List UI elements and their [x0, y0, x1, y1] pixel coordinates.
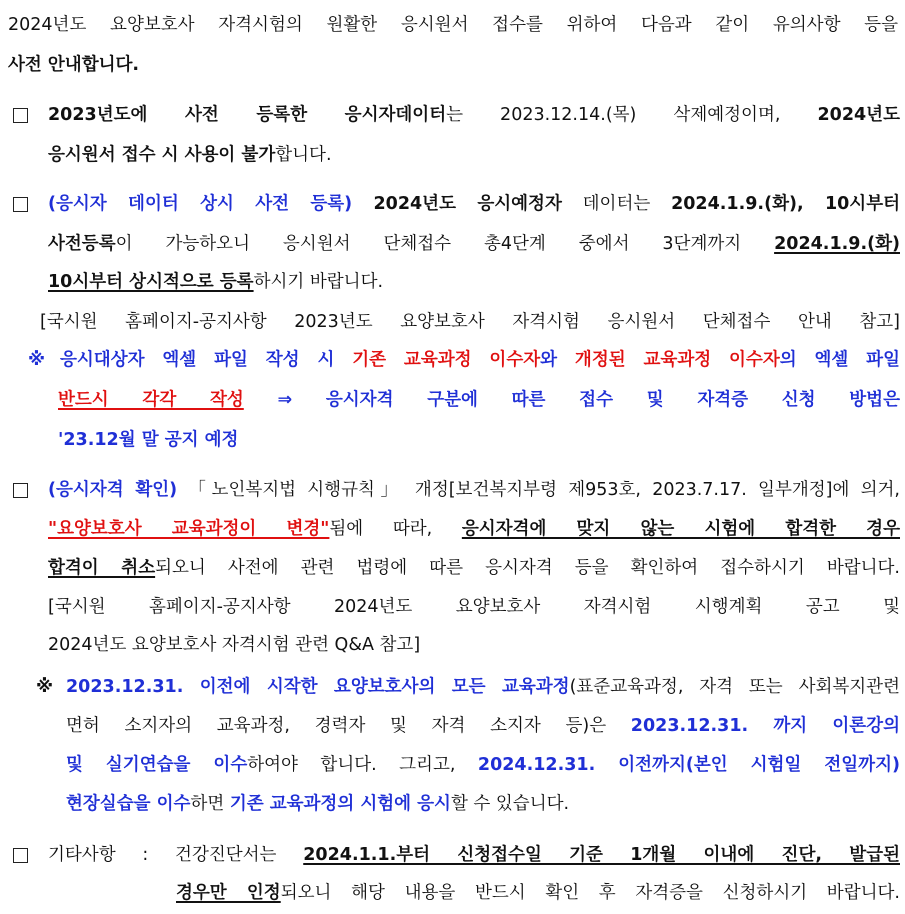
item2-candidate: 응시예정자 — [477, 194, 562, 214]
item3-note-text-3: 할 수 있습니다. — [450, 794, 570, 814]
item3-reference-2 — [48, 632, 420, 658]
item1-line-2 — [48, 142, 332, 168]
item3-line-2 — [48, 516, 900, 542]
item3-note-apply: 기존 교육과정의 시험에 응시 — [229, 794, 451, 814]
item2-line-3 — [48, 269, 383, 295]
item2-note-and: 와 — [540, 350, 575, 370]
item4-line-2 — [176, 880, 900, 906]
item3-note-line-4 — [66, 791, 569, 817]
item1-year: 2024년도 — [817, 105, 900, 125]
item4-line-1 — [48, 842, 900, 868]
item1-highlight-data: 2023년도에 사전 등록한 응시자데이터 — [48, 105, 447, 125]
item2-date-1: 2024.1.9.(화), 10시부터 — [671, 194, 900, 214]
item3-note-line-2 — [66, 713, 900, 739]
item2-note-new-course: 개정된 교육과정 이수자 — [574, 350, 780, 370]
item2-heading: (응시자 데이터 상시 사전 등록) — [48, 194, 353, 214]
item3-text-a: 됨에 따라, — [329, 519, 462, 539]
checkbox-square-icon — [13, 197, 28, 212]
item3-note-courses: 2023.12.31. 이전에 시작한 요양보호사의 모든 교육과정 — [66, 677, 570, 697]
item3-heading: (응시자격 확인) — [48, 480, 178, 500]
checkbox-square-icon — [13, 848, 28, 863]
item2-date-2: 2024.1.9.(화) — [774, 234, 900, 254]
intro-line-2 — [8, 52, 139, 78]
item3-note-detail: (표준교육과정, 자격 또는 사회복지관련 — [569, 677, 900, 697]
checkbox-square-icon — [13, 108, 28, 123]
item3-course-changed: "요양보호사 교육과정이 변경" — [48, 519, 330, 539]
intro-text-2: 사전 안내합니다. — [8, 55, 140, 75]
item2-reference — [40, 309, 900, 335]
item3-reference-text-1: [국시원 홈페이지-공지사항 2024년도 요양보호사 자격시험 시행계획 공고 및 — [48, 597, 900, 617]
item2-note-line-1 — [60, 347, 900, 373]
item3-note-line-1 — [66, 674, 900, 700]
item3-text-b: 되오니 사전에 관련 법령에 따른 응시자격 등을 확인하여 접수하시기 바랍니다. — [155, 558, 900, 578]
item1-text-b: 합니다. — [275, 145, 332, 165]
item2-text-c: 이 가능하오니 응시원서 단체접수 총4단계 중에서 3단계까지 — [115, 234, 775, 254]
item2-text-a: 2024년도 — [352, 194, 478, 214]
item2-note-old-course: 기존 교육과정 이수자 — [352, 350, 541, 370]
item2-reference-text: [국시원 홈페이지-공지사항 2023년도 요양보호사 자격시험 응시원서 단체접수 안내 참고] — [40, 312, 900, 332]
item3-note-text: 하여야 합니다. 그리고, — [247, 755, 478, 775]
item4-text: 되오니 해당 내용을 반드시 확인 후 자격증을 신청하시기 바랍니다. — [280, 883, 900, 903]
item3-reference-1 — [48, 594, 900, 620]
checkbox-square-icon — [13, 483, 28, 498]
item3-note-theory: 2023.12.31. 까지 이론강의 — [630, 716, 900, 736]
intro-line-1 — [8, 12, 898, 38]
item2-note-a: 응시대상자 엑셀 파일 작성 시 — [60, 350, 353, 370]
item2-text-b: 데이터는 — [561, 194, 672, 214]
item3-note-detail-2: 면허 소지자의 교육과정, 경력자 및 자격 소지자 등)은 — [66, 716, 631, 736]
item2-line-1 — [48, 191, 900, 217]
item4-only: 경우만 인정 — [176, 883, 281, 903]
item2-text-d: 하시기 바랍니다. — [253, 272, 384, 292]
item1-not-allowed: 응시원서 접수 시 사용이 불가 — [48, 145, 276, 165]
item3-law: 「노인복지법 시행규칙」 개정[보건복지부령 제953호, 2023.7.17. 일부개정]에 의거, — [177, 480, 900, 500]
item3-line-3 — [48, 555, 900, 581]
item1-text-a: 는 2023.12.14.(목) 삭제예정이며, — [446, 105, 818, 125]
item2-note-method: ⇒ 응시자격 구분에 따른 접수 및 자격증 신청 방법은 — [243, 390, 900, 410]
intro-text-1: 2024년도 요양보호사 자격시험의 원활한 응시원서 접수를 위하여 다음과 같이 유의사항 등을 — [8, 15, 898, 35]
item2-register-always: 10시부터 상시적으로 등록 — [48, 272, 254, 292]
item3-note-line-3 — [66, 752, 900, 778]
item3-note-field: 현장실습을 이수 — [66, 794, 191, 814]
item3-cancel: 합격이 취소 — [48, 558, 156, 578]
item2-line-2 — [48, 231, 900, 257]
item2-preregistration: 사전등록 — [48, 234, 116, 254]
item3-reference-text-2: 2024년도 요양보호사 자격시험 관련 Q&A 참고] — [48, 635, 421, 655]
item2-note-schedule: '23.12월 말 공지 예정 — [58, 430, 239, 450]
note-mark: ※ — [28, 350, 46, 370]
item3-mismatch: 응시자격에 맞지 않는 시험에 합격한 경우 — [461, 519, 900, 539]
item2-note-separately: 반드시 각각 작성 — [58, 390, 244, 410]
item1-line-1 — [48, 102, 900, 128]
item3-note-text-2: 하면 — [190, 794, 230, 814]
item3-note-deadline: 2024.12.31. 이전까지(본인 시험일 전일까지) — [477, 755, 900, 775]
item2-note-line-2 — [58, 387, 900, 413]
item2-note-line-3 — [58, 427, 238, 453]
note-mark: ※ — [36, 677, 54, 697]
item3-line-1 — [48, 477, 900, 503]
item4-label: 기타사항 : 건강진단서는 — [48, 845, 304, 865]
item2-note-excel: 의 엑셀 파일 — [779, 350, 900, 370]
item3-note-practice: 및 실기연습을 이수 — [66, 755, 248, 775]
item4-health-check: 2024.1.1.부터 신청접수일 기준 1개월 이내에 진단, 발급된 — [303, 845, 900, 865]
